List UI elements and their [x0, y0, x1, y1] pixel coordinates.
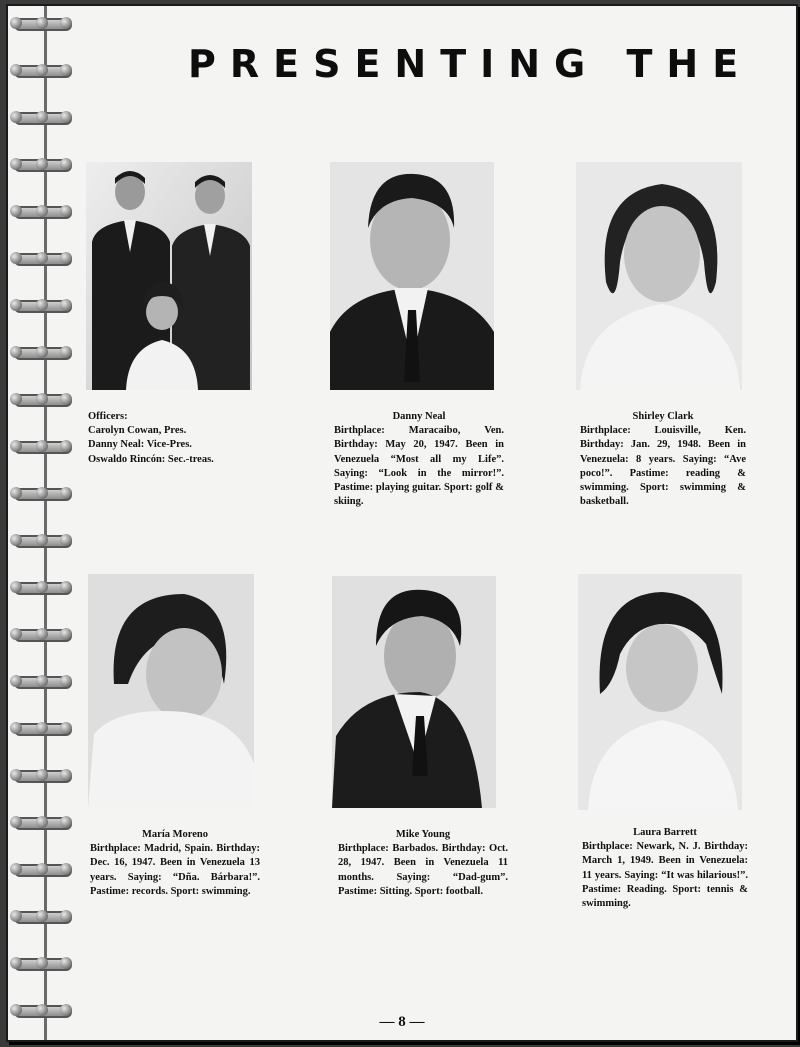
- ring-bead: [60, 816, 72, 828]
- ring-bead: [60, 299, 72, 311]
- binding-ring: [10, 345, 72, 359]
- portrait-image: [332, 576, 496, 808]
- binding-ring: [10, 298, 72, 312]
- officers-caption: [88, 410, 278, 467]
- ring-bead: [60, 111, 72, 123]
- ring-bead: [60, 17, 72, 29]
- ring-bead: [10, 440, 22, 452]
- ring-bead: [60, 205, 72, 217]
- binding-ring: [10, 862, 72, 876]
- ring-bead: [10, 252, 22, 264]
- ring-bead: [36, 957, 48, 969]
- officers-photo: [86, 162, 252, 390]
- student-caption-shirley-clark: [580, 410, 746, 509]
- student-caption-mike-young: [338, 828, 508, 899]
- ring-bead: [10, 581, 22, 593]
- ring-bead: [10, 487, 22, 499]
- ring-bead: [10, 675, 22, 687]
- ring-bead: [36, 487, 48, 499]
- portrait-image: [88, 574, 254, 808]
- binding-ring: [10, 110, 72, 124]
- ring-bead: [60, 158, 72, 170]
- student-name: María Moreno: [142, 829, 208, 840]
- student-details: Birthplace: Newark, N. J. Birthday: March 1, 1949. Been in Venezuela: 11 years. Saying: “It was hilarious!”. Pastime: Reading. Sport: tennis & swimming.: [582, 841, 748, 910]
- ring-bead: [36, 910, 48, 922]
- ring-bead: [10, 64, 22, 76]
- ring-bead: [36, 111, 48, 123]
- ring-bead: [60, 534, 72, 546]
- ring-bead: [10, 816, 22, 828]
- ring-bead: [36, 158, 48, 170]
- binding-ring: [10, 533, 72, 547]
- ring-bead: [60, 581, 72, 593]
- ring-bead: [60, 863, 72, 875]
- binding-ring: [10, 909, 72, 923]
- ring-bead: [36, 628, 48, 640]
- officer-vice-president: Danny Neal: Vice-Pres.: [88, 439, 192, 451]
- binding-ring: [10, 721, 72, 735]
- ring-bead: [60, 910, 72, 922]
- ring-bead: [60, 64, 72, 76]
- ring-bead: [36, 346, 48, 358]
- ring-bead: [10, 957, 22, 969]
- ring-bead: [10, 722, 22, 734]
- student-caption-maria-moreno: [90, 828, 260, 899]
- binding-ring: [10, 157, 72, 171]
- ring-bead: [36, 581, 48, 593]
- ring-bead: [10, 111, 22, 123]
- student-photo-danny-neal: [330, 162, 494, 390]
- binding-ring: [10, 815, 72, 829]
- ring-bead: [36, 393, 48, 405]
- ring-bead: [60, 252, 72, 264]
- page-number: — 8 —: [379, 1014, 425, 1030]
- ring-bead: [36, 64, 48, 76]
- binding-ring: [10, 674, 72, 688]
- ring-bead: [36, 675, 48, 687]
- officer-secretary-treasurer: Oswaldo Rincón: Sec.-treas.: [88, 453, 214, 465]
- portrait-image: [578, 574, 742, 810]
- ring-bead: [36, 299, 48, 311]
- officers-photo-image: [86, 162, 252, 390]
- student-name: Shirley Clark: [632, 411, 694, 422]
- ring-bead: [36, 17, 48, 29]
- student-details: Birthplace: Barbados. Birthday: Oct. 28, 1947. Been in Venezuela 11 months. Saying: “Dad-gum”. Pastime: Sitting. Sport: football.: [338, 843, 508, 897]
- ring-bead: [10, 910, 22, 922]
- ring-bead: [60, 440, 72, 452]
- ring-bead: [10, 158, 22, 170]
- student-details: Birthplace: Maracaibo, Ven. Birthday: May 20, 1947. Been in Venezuela “Most all my Life”. Saying: “Look in the mirror!”. Pastime: playing guitar. Sport: golf & skiing.: [334, 425, 504, 508]
- student-photo-maria-moreno: [88, 574, 254, 808]
- ring-bead: [60, 393, 72, 405]
- portrait-image: [330, 162, 494, 390]
- ring-bead: [10, 769, 22, 781]
- page-title: PRESENTING THE: [188, 42, 753, 86]
- student-details: Birthplace: Madrid, Spain. Birthday: Dec. 16, 1947. Been in Venezuela 13 years. Saying: “Dña. Bárbara!”. Pastime: records. Sport: swimming.: [90, 843, 260, 897]
- ring-bead: [36, 769, 48, 781]
- binding-ring: [10, 956, 72, 970]
- ring-bead: [10, 299, 22, 311]
- ring-bead: [10, 863, 22, 875]
- yearbook-page: [6, 4, 798, 1042]
- ring-bead: [60, 957, 72, 969]
- ring-bead: [36, 722, 48, 734]
- ring-bead: [36, 534, 48, 546]
- student-details: Birthplace: Louisville, Ken. Birthday: Jan. 29, 1948. Been in Venezuela: 8 years. Saying: “Ave poco!”. Pastime: reading & swimming. Sport: swimming & basketball.: [580, 425, 746, 508]
- ring-bead: [10, 628, 22, 640]
- portrait-image: [576, 162, 742, 390]
- ring-bead: [60, 722, 72, 734]
- binding-ring: [10, 16, 72, 30]
- student-photo-mike-young: [332, 576, 496, 808]
- ring-bead: [10, 17, 22, 29]
- student-caption-danny-neal: [334, 410, 504, 509]
- binding-ring: [10, 251, 72, 265]
- ring-bead: [10, 205, 22, 217]
- ring-bead: [10, 393, 22, 405]
- ring-bead: [36, 205, 48, 217]
- ring-bead: [60, 675, 72, 687]
- binding-ring: [10, 392, 72, 406]
- binding-ring: [10, 204, 72, 218]
- student-caption-laura-barrett: [582, 826, 748, 911]
- ring-bead: [36, 440, 48, 452]
- binding-ring: [10, 580, 72, 594]
- student-name: Danny Neal: [392, 411, 446, 422]
- officer-president: Carolyn Cowan, Pres.: [88, 425, 187, 437]
- ring-bead: [60, 487, 72, 499]
- student-name: Mike Young: [395, 829, 451, 840]
- student-photo-shirley-clark: [576, 162, 742, 390]
- binding-ring: [10, 627, 72, 641]
- ring-bead: [60, 769, 72, 781]
- spiral-binding: [8, 6, 82, 1040]
- ring-bead: [60, 346, 72, 358]
- binding-ring: [10, 63, 72, 77]
- ring-bead: [10, 346, 22, 358]
- ring-bead: [10, 534, 22, 546]
- binding-ring: [10, 486, 72, 500]
- binding-ring: [10, 439, 72, 453]
- student-photo-laura-barrett: [578, 574, 742, 810]
- ring-bead: [36, 252, 48, 264]
- ring-bead: [60, 628, 72, 640]
- ring-bead: [36, 863, 48, 875]
- student-name: Laura Barrett: [633, 827, 697, 838]
- ring-bead: [36, 816, 48, 828]
- officers-heading: Officers:: [88, 411, 128, 422]
- binding-ring: [10, 768, 72, 782]
